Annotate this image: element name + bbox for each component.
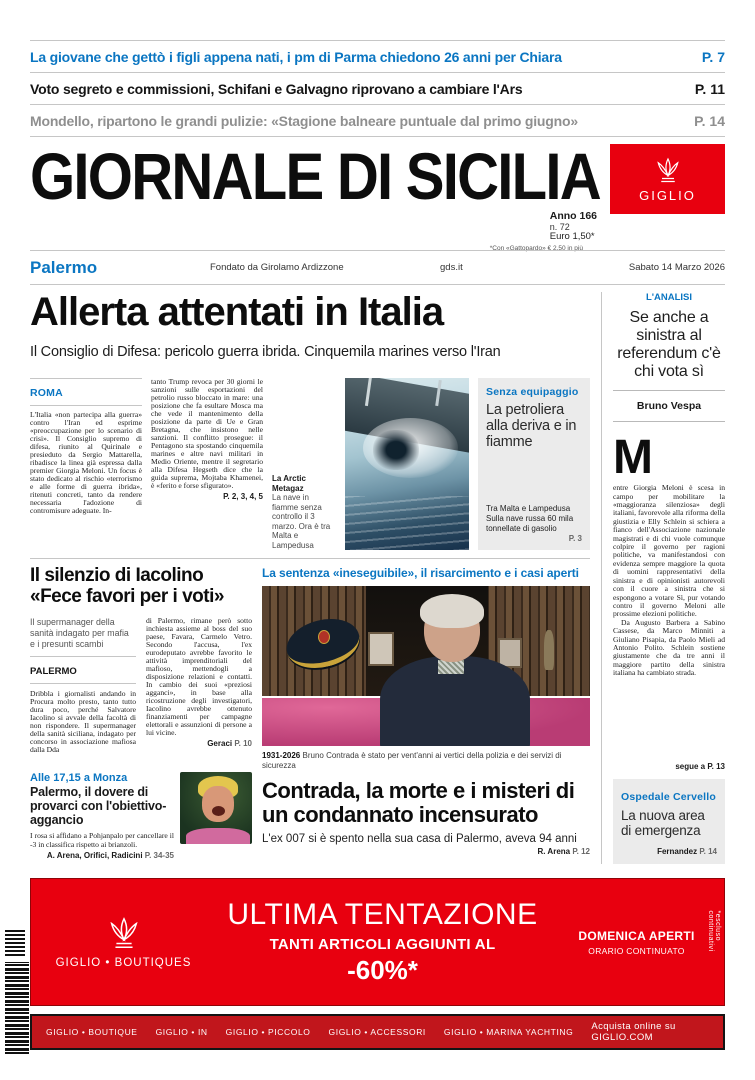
teaser-page-ref: P. 11 — [694, 80, 725, 97]
iacolino-kicker: PALERMO — [30, 665, 77, 677]
cervello-title: La nuova area di emergenza — [621, 807, 705, 839]
cervello-side-box — [613, 779, 725, 864]
tanker-side-box — [478, 378, 590, 550]
advert-message — [216, 898, 549, 986]
footballer-face — [202, 786, 234, 822]
issue-barcode — [5, 930, 29, 1070]
contrada-hair — [420, 594, 484, 628]
contrada-article — [262, 566, 590, 856]
edition-year: Anno 166 — [549, 210, 597, 222]
giglio-lily-icon — [653, 156, 683, 186]
giglio-store-strip — [30, 1014, 725, 1050]
byline-page-ref: P. 10 — [234, 739, 252, 749]
analysis-title: Se anche a sinistra al referendum c'è chi vota sì — [617, 309, 721, 380]
giglio-logo-label: GIGLIO — [639, 187, 696, 203]
giglio-logo-box — [610, 144, 725, 214]
lead-body-text-1: L'Italia «non partecipa alla guerra» contro l'Iran ed esprime «preoccupazione per lo scenario di crisi». Il Consiglio supremo di difesa, riunito al Quirinale e presieduto da Sergio Mattarella, ribadisce la linea già espressa dalla premier Giorgia Meloni. Un focus è stato dedicato al rischio «terrorismo e alle forme di guerra ibrida», ritenuti concreti, tanto da rendere necessaria l'adozione di contromisure adeguate. In- — [30, 410, 142, 515]
founder-line: Fondato da Girolamo Ardizzone — [210, 262, 344, 273]
store-item: GIGLIO • IN — [155, 1027, 208, 1037]
contrada-headline: Contrada, la morte e i misteri di un condannato incensurato — [262, 778, 575, 828]
lead-column-2 — [151, 378, 263, 550]
barcode-addon — [5, 930, 25, 956]
iacolino-byline — [146, 739, 252, 748]
iacolino-article — [30, 566, 252, 769]
vertical-divider — [601, 292, 602, 864]
teaser-page-ref: P. 14 — [694, 112, 725, 129]
newspaper-title: GIORNALE DI SICILIA — [30, 139, 600, 213]
horizontal-divider — [30, 558, 590, 559]
byline-author: Fernandez — [657, 847, 698, 856]
palermo-fc-byline — [30, 851, 174, 860]
store-item: GIGLIO • MARINA YACHTING — [443, 1027, 574, 1037]
byline-page-ref: P. 14 — [699, 847, 717, 856]
analysis-paragraph-2: Da Augusto Barbera a Sabino Cassese, da Marco Minniti a Giuliano Pisapia, da Paolo Mieli ad Antonio Polito. Schlein sostiene giustamente che da tre anni il maggiore partito della sinistra italiana ha cambiato strada. — [613, 617, 725, 678]
footballer-jersey — [186, 828, 250, 844]
website: gds.it — [440, 262, 463, 273]
iacolino-body-1: Dribbla i giornalisti andando in Procura molto presto, tanto tutto dura poco, perché Salvatore Iacolino si avvale della facoltà di non rispondere. Il supermanager della sanità siciliana, indagato per concorso in associazione mafiosa dalla Dda — [30, 688, 136, 754]
palermo-fc-kicker: Alle 17,15 a Monza — [30, 772, 128, 784]
palermo-fc-article — [30, 772, 252, 860]
caption-years: 1931-2026 — [262, 751, 301, 760]
edition-number: n. 72 — [549, 222, 570, 233]
edition-date: Sabato 14 Marzo 2026 — [628, 262, 725, 273]
advert-title: ULTIMA TENTAZIONE — [227, 898, 538, 931]
drop-cap: M — [613, 430, 653, 484]
iacolino-headline: Il silenzio di Iacolino «Fece favori per i voti» — [30, 565, 224, 607]
cervello-byline — [621, 847, 717, 856]
photo-frame — [368, 632, 394, 666]
side-box-kicker: Senza equipaggio — [486, 386, 579, 398]
advert-open-days: DOMENICA APERTI — [578, 928, 695, 943]
statuette — [544, 630, 554, 670]
teaser-row — [30, 72, 725, 104]
store-item: GIGLIO • PICCOLO — [225, 1027, 311, 1037]
analysis-author: Bruno Vespa — [636, 399, 702, 412]
iacolino-body-2: di Palermo, rimane però sotto inchiesta assieme al boss del suo paese, Favara, Carmelo Vetro. Secondo l'accusa, l'ex eurodeputato avrebbe favorito le attività imprenditoriali del mafioso, mettendogli a disposizione relazioni e contatti. In cambio dei suoi «preziosi agganci», in base alla ricostruzione degli investigatori, Iacolino avrebbe ottenuto finanziamenti per campagne elettorali e assunzioni di persone a lui vicine. — [146, 617, 252, 738]
burning-tanker-photo — [345, 378, 469, 550]
contrada-photo — [262, 586, 590, 746]
online-shop-cta: Acquista online su GIGLIO.COM — [591, 1021, 676, 1043]
lead-article-body — [30, 378, 590, 550]
lead-subhead: Il Consiglio di Difesa: pericolo guerra ibrida. Cinquemila marines verso l'Iran — [30, 344, 501, 360]
byline-page-ref: P. 34-35 — [144, 851, 174, 861]
footballer-photo — [180, 772, 252, 844]
contrada-kicker: La sentenza «ineseguibile», il risarcimento e i casi aperti — [262, 566, 579, 580]
analysis-continue-ref: segue a P. 13 — [675, 761, 725, 771]
edition-price: Euro 1,50* — [549, 231, 595, 243]
lead-column-1 — [30, 378, 142, 550]
advert-disclaimer: *escluso continuativi — [707, 910, 721, 952]
advert-opening-hours — [549, 929, 724, 956]
side-box-page-ref: P. 3 — [568, 534, 582, 543]
police-cap-badge — [318, 630, 330, 644]
caption-text: Bruno Contrada è stato per vent'anni ai vertici della polizia e dei servizi di sicurezza — [262, 751, 562, 770]
contrada-caption — [262, 751, 590, 771]
cervello-kicker: Ospedale Cervello — [621, 790, 717, 803]
lead-body-text-2: tanto Trump revoca per 30 giorni le sanzioni sulle esportazioni del petrolio russo bloccato in mare: una posizione che fa esultare Mosca ma che vede il mantenimento della posizione da parte di Ue e Gran Bretagna, che insistono nelle sanzioni. Il conflitto prosegue: il Pentagono sta spostando cinquemila marines e altre navi militari in Medio Oriente, mentre il segretario alla Difesa Hegseth dice che la guida suprema, Mojtaba Khamenei, è «ferito e forse sfigurato». — [151, 378, 263, 490]
advert-discount: -60%* — [347, 955, 418, 985]
iacolino-standfirst: Il supermanager della sanità indagato per mafia e i presunti scambi — [30, 617, 129, 649]
caption-text: La nave in fiamme senza controllo il 3 marzo. Ora è tra Malta e Lampedusa — [272, 493, 331, 550]
teaser-row — [30, 104, 725, 137]
edition-info — [489, 210, 597, 253]
lead-kicker: ROMA — [30, 387, 63, 399]
byline-author: R. Arena — [537, 847, 571, 857]
advert-brand — [31, 915, 216, 969]
giglio-lily-icon — [105, 915, 143, 953]
rule — [613, 390, 725, 391]
caption-title: La Arctic Metagaz — [272, 474, 306, 493]
store-item: GIGLIO • BOUTIQUE — [46, 1027, 138, 1037]
lead-article-head — [30, 292, 590, 360]
byline-author: A. Arena, Orifici, Radicini — [46, 851, 143, 861]
teaser-page-ref: P. 7 — [701, 48, 725, 65]
rule — [613, 421, 725, 422]
top-teaser-bar — [30, 40, 725, 137]
footballer-mouth — [212, 806, 225, 816]
sea-waves — [345, 496, 469, 550]
contrada-subhead: L'ex 007 si è spento nella sua casa di Palermo, aveva 94 anni — [262, 833, 577, 846]
analysis-kicker: L'ANALISI — [645, 292, 693, 303]
advert-open-hours: ORARIO CONTINUATO — [588, 945, 685, 956]
analysis-paragraph-1: entre Giorgia Meloni è scesa in campo per mobilitare la «maggioranza silenziosa» degli italiani, favorevole alla riforma della giustizia e Elly Schlein si schiera a fianco dell'Associazione nazionale magistrati e di chi vuole comunque colpire il governo per ragioni politiche, va manifestandosi con evidenza sempre maggiore la quota di uomini rappresentativi della sinistra e di opinionisti autorevoli con il cuore a sinistra che si espongono a votare Sì, pur votando contro il governo Meloni alle prossime elezioni politiche. — [613, 484, 725, 619]
teaser-row — [30, 40, 725, 72]
teaser-headline: Mondello, ripartono le grandi pulizie: «Stagione balneare puntuale dal primo giugno» — [30, 112, 578, 129]
giglio-advert — [30, 878, 725, 1006]
advert-subtitle: TANTI ARTICOLI AGGIUNTI AL — [269, 936, 496, 953]
price-note: *Con «Gattopardo» € 2,50 in più — [489, 245, 583, 253]
lead-kicker-wrap — [30, 378, 142, 406]
palermo-fc-headline: Palermo, il dovere di provarci con l'obiettivo-aggancio — [30, 785, 167, 827]
teaser-headline: Voto segreto e commissioni, Schifani e Galvagno riprovano a cambiare l'Ars — [30, 80, 523, 97]
palermo-fc-text — [30, 772, 174, 860]
dateline-bar — [30, 250, 725, 285]
contrada-byline — [262, 847, 590, 856]
teaser-headline: La giovane che gettò i figli appena nati, i pm di Parma chiedono 26 anni per Chiara — [30, 48, 562, 65]
palermo-fc-body: I rosa si affidano a Pohjanpalo per cancellare il -3 in classifica rispetto ai brianzoli. — [30, 831, 174, 849]
shirt-collar — [438, 660, 464, 674]
lead-photo-caption — [272, 378, 336, 550]
lead-headline: Allerta attentati in Italia — [30, 290, 444, 334]
iacolino-kicker-wrap — [30, 656, 136, 684]
byline-page-ref: P. 12 — [572, 847, 590, 857]
barcode-main — [5, 962, 29, 1054]
side-box-title: La petroliera alla deriva e in fiamme — [486, 402, 577, 451]
analysis-column — [613, 292, 725, 864]
iacolino-column-2 — [146, 617, 252, 769]
fire-scar — [373, 430, 419, 470]
masthead — [30, 139, 725, 253]
edition-city: Palermo — [30, 257, 98, 277]
analysis-body — [613, 484, 725, 759]
iacolino-column-1 — [30, 617, 136, 769]
byline-author: Geraci — [207, 739, 233, 749]
iacolino-columns — [30, 617, 252, 769]
store-item: GIGLIO • ACCESSORI — [328, 1027, 426, 1037]
side-box-text: Tra Malta e Lampedusa Sulla nave russa 60 mila tonnellate di gasolio — [486, 504, 574, 533]
advert-brand-label: GIGLIO • BOUTIQUES — [55, 957, 192, 969]
lead-page-ref: P. 2, 3, 4, 5 — [223, 492, 263, 501]
